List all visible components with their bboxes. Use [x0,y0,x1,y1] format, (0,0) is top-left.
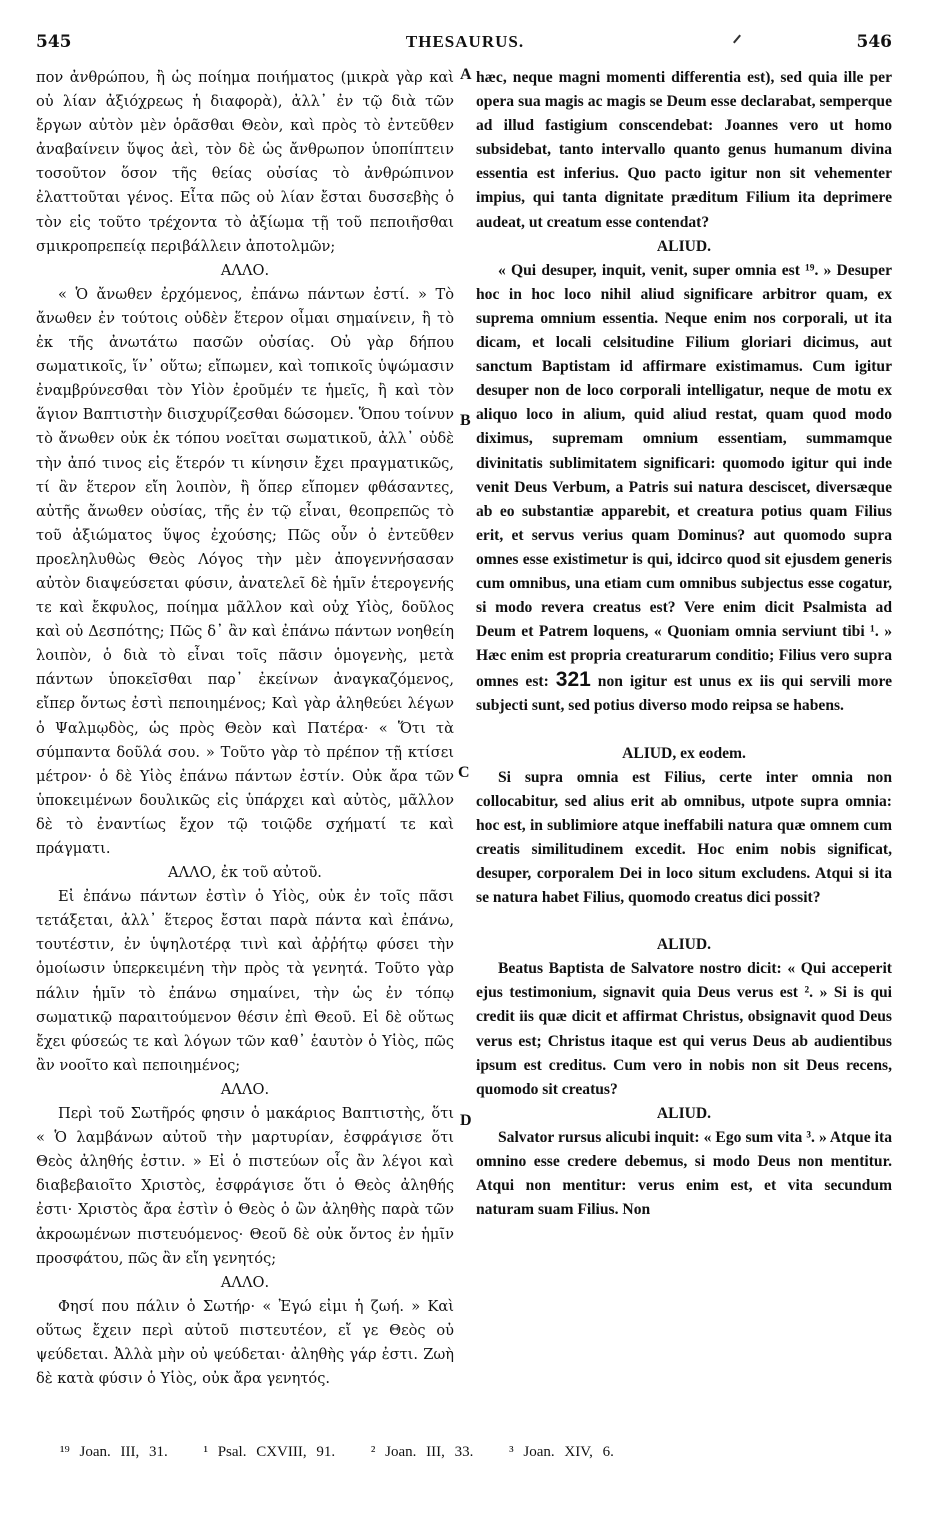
greek-column [36,66,454,1391]
latin-paragraph: Beatus Baptista de Salvatore nostro dicit: « Qui acceperit ejus testimonium, signavit quia Deus verus est ². » Si is qui credit iis quæ dicit et affirmat Christus, obsignavit quod Deus verus est; Christus itaque est qui verus Deus ab audientibus ipsum est creditus. Cum vero in nobis non sit Deus recens, quomodo sit creatus? [476,960,892,1098]
margin-letter-b: B [460,412,471,429]
latin-heading: ALIUD. [656,936,712,954]
footnote: ³ Joan. XIV, 6. [509,1444,614,1460]
footnote: ¹ Psal. CXVIII, 91. [203,1444,336,1460]
greek-paragraph: πον ἀνθρώπου, ἢ ὡς ποίημα ποιήματος (μικρὰ γὰρ καὶ οὐ λίαν ἀξιόχρεως ἡ διαφορὰ), ἀλλ᾽ ἐν τῷ διὰ τῶν ἔργων αὐτὸν μὲν ὁρᾶσθαι Θεὸν, καὶ πρὸς τὸ ἐντεῦθεν ἀναβαίνειν ὕψος ἀεὶ, τὸν δὲ ὡς ἄνθρωπον ὑποπίπτειν τοσοῦτον ὅσον τῆς θείας οὐσίας τὸ ἀνθρώπινον ἐλαττοῦται γένος. Εἶτα πῶς οὐ λίαν ἔσται δυσσεβὴς ὁ τὸν εἰς τοῦτο τρέχοντα τὸ ἀξίωμα τῇ τοῦ πεποιῆσθαι σμικροπρεπείᾳ περιβάλλειν ἀποτολμῶν; [36,69,454,255]
margin-letter-c: C [458,764,470,781]
greek-heading: ΑΛΛΟ, ἐκ τοῦ αὐτοῦ. [168,864,322,882]
latin-text: « Qui desuper, inquit, venit, super omnia est ¹⁹. » Desuper hoc in hoc loco nihil aliud significare arbitror quam, ex suprema omnium essentia. Neque enim nos corporali, ut ita dicam, et locali celsitudine Filium gloriari dicimus, aut sanctum Baptistam id affirmare existimamus. Cum igitur desuper non de loco corporali intelligatur, neque de motu ex aliquo loco in alium, quid aliud restat, quam quod modo diximus, supremam omnium essentiam, summamque divinitatis sublimitatem significari: quomodo igitur qui inde venit Deus Verbum, a Patris sui natura desciscet, diversæque ab eo substantiæ apparebit, et creatura potius quam Filius erit, et servus verius quam Dominus? aut quomodo supra omnes esse existimetur is qui, idcirco quod sit ejusdem generis cum omnibus, una etiam cum omnibus subjectus esse cogatur, si modo revera creatus est? Vere enim dicit Psalmista ad Deum et Patrem loquens, « Quoniam omnia serviunt tibi ¹. » Hæc enim est propria creaturarum conditio; Filius vero supra omnes est: [476,261,892,691]
latin-column [476,66,892,1222]
latin-paragraph: Salvator rursus alicubi inquit: « Ego sum vita ³. » Atque ita omnino esse credere debemus, si modo Deus non mentitur. Atqui non mentitur: verus enim est, et vita secundum naturam suam Filius. Non [476,1128,892,1219]
greek-paragraph: « Ὁ ἄνωθεν ἐρχόμενος, ἐπάνω πάντων ἐστί. » Τὸ ἄνωθεν ἐν τούτοις οὐδὲν ἕτερον οἶμαι σημαίνειν, ἢ τὸ ἐκ τῆς ἀνωτάτω πασῶν οὐσίας. Οὐ γὰρ δήπου σωματικοῖς, ἵν᾽ οὕτω; εἴπωμεν, καὶ τοπικοῖς ὑψώμασιν ἐναμβρύνεσθαι τὸν Υἱὸν ἐροῦμέν τε ἡμεῖς, ἢ καὶ τὸν ἅγιον Βαπτιστὴν διισχυρίζεσθαι δώσομεν. Ὅπου τοίνυν τὸ ἄνωθεν οὐκ ἐκ τόπου νοεῖται σωματικοῦ, ἀλλ᾽ οὐδὲ τὴν ἀπό τινος εἰς ἕτερόν τι κίνησιν ἔχει πραγματικῶς, τί ἂν ἕτερον εἴη λοιπὸν, ἢ ὅπερ εἴπομεν φθάσαντες, αὐτῆς ἄνωθεν οὐσίας, τῆς ἐν τῷ εἶναι, θεοπρεπῶς τὸ τοῦ ἀξιώματος ὕψος ἐχούσης; Πῶς οὖν ὁ ἐντεῦθεν προεληλυθὼς Θεὸς Λόγος τὴν μὲν ἀπογεννήσασαν αὐτὸν διαψεύσεται φύσιν, ἀνατελεῖ δὲ ἡμῖν ἑτερογενής τε καὶ ἔκφυλος, ποίημα μᾶλλον καὶ οὐχ Υἱὸς, δοῦλος καὶ οὐ Δεσπότης; Πῶς δ᾽ ἂν καὶ ἐπάνω πάντων νοηθείη λοιπὸν, ὁ διὰ τὸ εἶναι τοῖς πᾶσιν ὁμογενὴς, μετὰ πάντων ὑποκεῖσθαι παρ᾽ ἐκείνων ἀναγκαζόμενος, εἴπερ ὄντως ἐστὶ πεποιημένος; Καὶ γὰρ ἀληθεύει λέγων ὁ Ψαλμῳδὸς, ὡς πρὸς Θεὸν καὶ Πατέρα· « Ὅτι τὰ σύμπαντα δοῦλά σου. » Τοῦτο γὰρ τὸ πρέπον τῇ κτίσει μέτρον· ὁ δὲ Υἱὸς ἐπάνω πάντων ἐστίν. Οὐκ ἄρα τῶν ὑποκειμένων δουλικῶς εἰς ὑπάρχει καὶ αὐτὸς, μᾶλλον δὲ τὸ ἐναντίως ἔχον τῷ τοιῷδε σχήματί τε καὶ πράγματι. [36,285,454,857]
footnote: ² Joan. III, 33. [370,1444,474,1460]
footnotes [60,1444,890,1461]
greek-heading: ΑΛΛΟ. [220,1273,270,1291]
latin-heading: ALIUD, ex eodem. [622,744,746,762]
latin-heading: ALIUD. [656,237,712,255]
latin-text: non igitur est unus ex iis qui servili more subjecti sunt, sed potius diverso modo reipsa se habens. [476,673,893,715]
greek-heading: ΑΛΛΟ. [220,261,270,279]
latin-paragraph: Si supra omnia est Filius, certe inter omnia non collocabitur, sed alius erit ab omnibus, utpote supra omnia: hoc est, in sublimiore atque ineffabili natura quæ omnem cum creatis similitudinem excedit. Hoc enim nobis significat, desuper, corporalem Dei in loco situm excludens. Atqui si ita se natura habet Filius, quomodo creatus dici possit? [476,768,892,907]
column-number: 321 [555,668,591,692]
margin-letter-d: D [460,1112,472,1129]
greek-paragraph: Εἰ ἐπάνω πάντων ἐστὶν ὁ Υἱὸς, οὐκ ἐν τοῖς πᾶσι τετάξεται, ἀλλ᾽ ἕτερος ἔσται παρὰ πάντα καὶ ἐπάνω, τουτέστιν, ἐν ὑψηλοτέρᾳ τινὶ καὶ ἀῤῥήτῳ φύσει τὴν ὁμοίωσιν ὑπερκειμένη τὴν πρὸς τὰ γενητά. Τοῦτο γὰρ πάλιν ἡμῖν τὸ ἐπάνω σημαίνει, τὴν ὡς ἐν τόπῳ σωματικῷ παραιτούμενον θέσιν ἐπὶ Θεοῦ. Εἰ δὲ οὕτως ἔχει φύσεώς τε καὶ λόγων τῶν καθ᾽ ἑαυτὸν ὁ Υἱὸς, πῶς ἂν νοοῖτο καὶ πεποιημένος; [36,888,454,1074]
margin-letter-a: A [460,66,472,83]
greek-paragraph: Φησί που πάλιν ὁ Σωτήρ· « Ἐγώ εἰμι ἡ ζωή. » Καὶ οὕτως ἔχειν περὶ αὐτοῦ πιστευτέον, εἴ γε Θεὸς οὐ ψεύδεται. Ἀλλὰ μὴν οὐ ψεύδεται· ἀληθὴς γάρ ἐστι. Ζωὴ δὲ κατὰ φύσιν ὁ Υἱὸς, οὐκ ἄρα γενητός. [36,1297,454,1388]
right-page-number: 546 [856,32,892,52]
latin-paragraph [476,259,892,719]
latin-paragraph: hæc, neque magni momenti differentia est), sed quia ille per opera sua magis ac magis se Deum esse declarabat, semperque ad illud fastigium conscendebat: Joannes vero ut homo subsidebat, tanto intervallo quanto genus humanum divina essentia est inferius. Quo pacto igitur non sit vehementer impius, qui tanta dignitate præditum Filium ita deprimere audeat, ut creatum esse contendat? [476,69,892,231]
latin-heading: ALIUD. [656,1104,712,1122]
left-page-number: 545 [36,32,72,52]
running-title: THESAURUS. [405,32,525,51]
greek-paragraph: Περὶ τοῦ Σωτῆρός φησιν ὁ μακάριος Βαπτιστὴς, ὅτι « Ὁ λαμβάνων αὐτοῦ τὴν μαρτυρίαν, ἐσφράγισε ὅτι Θεὸς ἀληθής ἐστιν. » Εἰ ὁ πιστεύων οἷς ἂν λέγοι καὶ διαβεβαιοῖτο Χριστὸς, ἐσφράγισε ὅτι ὁ Θεὸς ἀληθής ἐστι· Χριστὸς ἄρα ἐστὶν ὁ Θεὸς ὁ ὢν ἀληθὴς παρὰ τῶν ἀκροωμένων πιστευόμενος· Θεοῦ δὲ οὐκ ὄντος ἐν ἡμῖν προσφάτου, πῶς ἂν εἴη γενητός; [36,1105,454,1267]
footnote: ¹⁹ Joan. III, 31. [60,1444,168,1460]
greek-heading: ΑΛΛΟ. [220,1080,270,1098]
